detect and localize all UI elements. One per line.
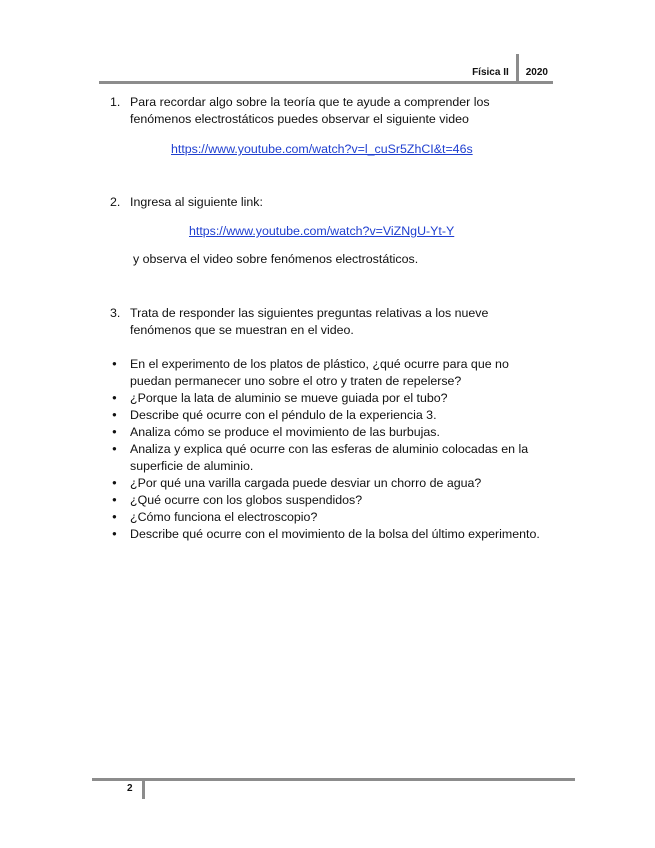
bullet-icon: ● [112, 512, 117, 521]
question-5-line-1: Analiza y explica qué ocurre con las esferas de aluminio colocadas en la [130, 442, 529, 456]
question-8: ¿Cómo funciona el electroscopio? [130, 510, 318, 524]
item-3-number: 3. [110, 306, 121, 320]
bullet-icon: ● [112, 427, 117, 436]
footer-separator [142, 779, 145, 799]
header-rule [99, 81, 553, 84]
bullet-icon: ● [112, 529, 117, 538]
item-2-after-text: y observa el video sobre fenómenos electrostáticos. [133, 252, 419, 266]
bullet-icon: ● [112, 444, 117, 453]
item-3-line-2: fenómenos que se muestran en el video. [130, 323, 354, 337]
bullet-icon: ● [112, 478, 117, 487]
page-header [472, 52, 552, 82]
question-4: Analiza cómo se produce el movimiento de las burbujas. [130, 425, 440, 439]
question-5-line-2: superficie de aluminio. [130, 459, 254, 473]
item-1-line-2: fenómenos electrostáticos puedes observar el siguiente video [130, 112, 469, 126]
header-subject: Física II [472, 67, 509, 78]
item-3-line-1: Trata de responder las siguientes preguntas relativas a los nueve [130, 306, 489, 320]
bullet-icon: ● [112, 393, 117, 402]
video-link-2[interactable]: https://www.youtube.com/watch?v=ViZNgU-Yt-Y [189, 224, 455, 238]
item-2-number: 2. [110, 195, 121, 209]
header-year: 2020 [525, 67, 548, 78]
item-2-line-1: Ingresa al siguiente link: [130, 195, 263, 209]
footer-rule [92, 778, 575, 781]
item-1-line-1: Para recordar algo sobre la teoría que te ayude a comprender los [130, 95, 490, 109]
question-9: Describe qué ocurre con el movimiento de la bolsa del último experimento. [130, 527, 540, 541]
item-1-number: 1. [110, 95, 121, 109]
page-number: 2 [127, 783, 133, 794]
question-1-line-2: puedan permanecer uno sobre el otro y traten de repelerse? [130, 374, 462, 388]
bullet-icon: ● [112, 359, 117, 368]
question-6: ¿Por qué una varilla cargada puede desviar un chorro de agua? [130, 476, 482, 490]
question-1-line-1: En el experimento de los platos de plástico, ¿qué ocurre para que no [130, 357, 509, 371]
bullet-icon: ● [112, 410, 117, 419]
video-link-1[interactable]: https://www.youtube.com/watch?v=l_cuSr5ZhCI&t=46s [171, 142, 473, 156]
question-2: ¿Porque la lata de aluminio se mueve guiada por el tubo? [130, 391, 448, 405]
bullet-icon: ● [112, 495, 117, 504]
question-7: ¿Qué ocurre con los globos suspendidos? [130, 493, 363, 507]
question-3: Describe qué ocurre con el péndulo de la experiencia 3. [130, 408, 437, 422]
